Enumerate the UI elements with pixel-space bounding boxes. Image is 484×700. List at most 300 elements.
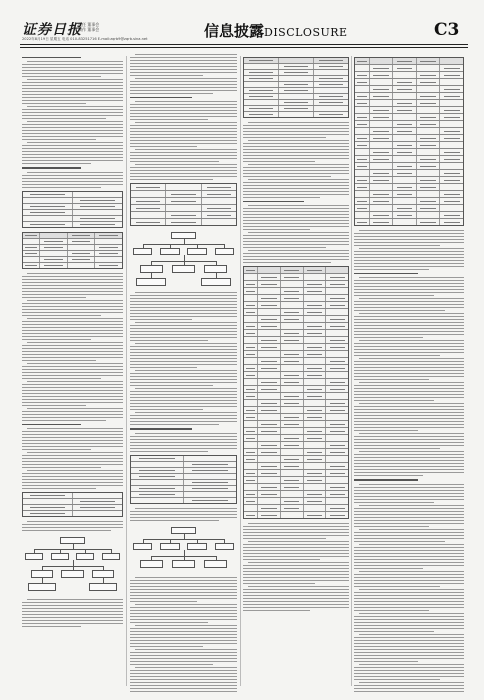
cell-text [284, 102, 308, 103]
table-row [244, 428, 348, 435]
table-cell [417, 191, 441, 197]
text-line [22, 387, 123, 388]
table-cell [184, 474, 236, 479]
text-line [27, 300, 123, 301]
table-row [244, 421, 348, 428]
text-line [248, 586, 349, 587]
text-line [130, 385, 213, 386]
text-line [359, 613, 464, 614]
table-cell [326, 400, 348, 406]
cell-text [330, 452, 345, 453]
table-cell [281, 505, 304, 511]
text-line [22, 345, 123, 346]
text-line [130, 107, 237, 108]
text-line [130, 334, 237, 335]
text-line [354, 239, 464, 240]
text-line [130, 445, 237, 446]
text-line [130, 415, 237, 416]
org-chart-box [204, 265, 228, 273]
section-heading [130, 97, 192, 98]
text-line [354, 514, 464, 515]
table-cell [370, 100, 394, 106]
text-line [22, 124, 123, 125]
text-line [354, 661, 418, 662]
table-cell [279, 112, 314, 117]
text-line [243, 211, 349, 212]
table-cell [166, 219, 201, 225]
text-line [22, 527, 123, 528]
table-cell [417, 205, 441, 211]
cell-text [420, 82, 436, 83]
table-cell [440, 100, 463, 106]
text-line [130, 128, 237, 129]
table-cell [244, 316, 258, 322]
table-cell [281, 414, 304, 420]
text-line [354, 361, 464, 362]
text-line [22, 312, 123, 313]
table-cell [393, 198, 417, 204]
cell-text [307, 494, 322, 495]
text-line [354, 304, 464, 305]
cell-text [249, 114, 273, 115]
text-line [354, 568, 423, 569]
text-line [354, 442, 464, 443]
text-line [248, 232, 349, 233]
text-line [354, 352, 464, 353]
text-line [354, 307, 464, 308]
table-row [355, 191, 463, 198]
table-cell [393, 191, 417, 197]
newspaper-logo: 证券日报 [22, 22, 82, 38]
text-line [130, 316, 237, 317]
text-line [130, 595, 237, 596]
cell-text [330, 473, 345, 474]
table-cell [304, 428, 327, 434]
text-line [354, 385, 464, 386]
text-line [243, 535, 349, 536]
cell-text [330, 277, 345, 278]
text-line [130, 307, 237, 308]
table-cell [95, 263, 122, 268]
table-row [355, 79, 463, 86]
text-paragraph [354, 230, 464, 246]
cell-text [261, 319, 276, 320]
table-cell [417, 114, 441, 120]
cell-text [373, 68, 389, 69]
table-cell [326, 309, 348, 315]
text-line [354, 517, 464, 518]
table-row [244, 372, 348, 379]
text-paragraph [22, 428, 123, 450]
text-line [354, 242, 464, 243]
text-line [243, 188, 349, 189]
text-line [130, 442, 237, 443]
cell-text [330, 347, 345, 348]
org-chart-box [76, 553, 94, 560]
text-line [130, 158, 237, 159]
cell-text [397, 145, 413, 146]
table-cell [393, 177, 417, 183]
text-line [130, 72, 237, 73]
table-cell [440, 156, 463, 162]
table-cell [393, 135, 417, 141]
table-cell [326, 365, 348, 371]
table-cell [258, 463, 281, 469]
table-row [244, 267, 348, 274]
table-cell [393, 184, 417, 190]
text-line [354, 688, 464, 689]
table-cell [326, 463, 348, 469]
org-chart-box [201, 278, 231, 286]
table-cell [244, 491, 258, 497]
org-chart-box [140, 560, 164, 568]
table-cell [68, 263, 96, 268]
text-line [248, 140, 349, 141]
masthead-rule-thin [20, 47, 468, 48]
cell-text [397, 131, 413, 132]
text-line [354, 676, 464, 677]
table-cell [244, 295, 258, 301]
table-cell [244, 498, 258, 504]
table-cell [417, 135, 441, 141]
text-paragraph [354, 664, 464, 680]
text-line [130, 179, 213, 180]
table-row [244, 309, 348, 316]
text-line [130, 589, 237, 590]
text-line [354, 364, 464, 365]
text-line [359, 451, 464, 452]
cell-text [30, 495, 64, 496]
text-line [359, 505, 464, 506]
cell-text [420, 222, 436, 223]
text-line [22, 187, 101, 188]
text-line [354, 469, 464, 470]
text-line [22, 309, 123, 310]
table-cell [131, 456, 184, 461]
table-cell [281, 302, 304, 308]
cell-text [284, 354, 299, 355]
table-cell [326, 323, 348, 329]
table-row [355, 72, 463, 79]
table-cell [370, 121, 394, 127]
org-chart-box [102, 553, 120, 560]
table-row [244, 456, 348, 463]
cell-text [307, 375, 322, 376]
text-line [243, 125, 349, 126]
text-line [130, 325, 237, 326]
text-line [130, 313, 237, 314]
text-paragraph [354, 505, 464, 527]
cell-text [307, 270, 322, 271]
text-line [22, 160, 123, 161]
text-line [130, 63, 237, 64]
section-title-en: DISCLOSURE [264, 26, 348, 39]
table-cell [244, 435, 258, 441]
table-cell [131, 198, 166, 204]
text-line [22, 458, 123, 459]
cell-text [307, 480, 322, 481]
text-line [27, 408, 123, 409]
cell-text [284, 270, 299, 271]
text-line [22, 297, 86, 298]
text-line [243, 244, 349, 245]
text-line [243, 161, 315, 162]
text-line [22, 151, 123, 152]
text-line [22, 420, 106, 421]
text-line [354, 391, 464, 392]
cell-text [207, 187, 231, 188]
section-title-cn: 信息披露 [204, 22, 265, 40]
text-line [22, 285, 123, 286]
text-line [22, 315, 101, 316]
cell-text [261, 452, 276, 453]
cell-text [357, 180, 367, 181]
cell-text [284, 66, 308, 67]
org-chart-box [133, 248, 152, 255]
cell-text [373, 117, 389, 118]
text-line [135, 122, 237, 123]
cell-text [72, 259, 91, 260]
cell-text [307, 354, 322, 355]
cell-text [373, 159, 389, 160]
table-row [131, 498, 236, 503]
text-line [22, 115, 123, 116]
table-cell [326, 498, 348, 504]
table-cell [68, 245, 96, 250]
text-paragraph [130, 343, 237, 368]
text-line [22, 366, 123, 367]
text-line [354, 541, 445, 542]
table-cell [370, 135, 394, 141]
text-line [22, 467, 101, 468]
text-line [354, 466, 464, 467]
cell-text [261, 487, 276, 488]
text-line [354, 583, 464, 584]
org-chart-box [215, 248, 234, 255]
table-row [355, 93, 463, 100]
cell-text [307, 473, 322, 474]
text-line [354, 610, 429, 611]
text-line [359, 298, 464, 299]
cell-text [319, 60, 343, 61]
text-line [354, 550, 464, 551]
table-cell [258, 407, 281, 413]
table-cell [304, 414, 327, 420]
text-line [243, 149, 349, 150]
text-line [354, 496, 464, 497]
table-cell [370, 107, 394, 113]
cell-text [261, 389, 276, 390]
text-line [27, 121, 123, 122]
table-row [244, 274, 348, 281]
table-cell [355, 170, 370, 176]
table-cell [23, 222, 73, 227]
text-paragraph [243, 205, 349, 230]
text-line [243, 217, 349, 218]
table-row [355, 58, 463, 65]
table-cell [314, 82, 348, 87]
table-cell [314, 64, 348, 69]
org-chart-box [140, 265, 164, 273]
text-line [130, 652, 237, 653]
text-line [248, 179, 349, 180]
table-cell [258, 365, 281, 371]
table-cell [304, 372, 327, 378]
text-line [130, 346, 237, 347]
cell-text [330, 431, 345, 432]
text-line [27, 381, 123, 382]
text-paragraph [22, 142, 123, 164]
cell-text [284, 340, 299, 341]
table-cell [326, 477, 348, 483]
cell-text [420, 180, 436, 181]
text-line [135, 412, 237, 413]
table-row [355, 163, 463, 170]
table-cell [131, 205, 166, 211]
text-line [354, 580, 464, 581]
text-line [243, 559, 320, 560]
cell-text [284, 417, 299, 418]
org-chart-box [160, 543, 179, 550]
table-cell [258, 386, 281, 392]
cell-text [330, 466, 345, 467]
cell-text [284, 382, 299, 383]
text-line [354, 619, 464, 620]
text-line [27, 106, 123, 107]
text-line [354, 421, 464, 422]
table-cell [281, 274, 304, 280]
text-line [354, 337, 423, 338]
table-cell [355, 65, 370, 71]
table-cell [73, 499, 122, 504]
cell-text [373, 180, 389, 181]
table-cell [393, 65, 417, 71]
text-paragraph [130, 412, 237, 425]
table-cell [355, 135, 370, 141]
table-row [355, 114, 463, 121]
text-line [22, 288, 123, 289]
cell-text [80, 224, 114, 225]
text-line [243, 143, 349, 144]
text-line [22, 488, 96, 489]
table-row [355, 205, 463, 212]
cell-text [261, 403, 276, 404]
cell-text [139, 470, 175, 471]
text-line [354, 637, 464, 638]
cell-text [207, 215, 231, 216]
cell-text [357, 75, 367, 76]
table-cell [393, 170, 417, 176]
table-cell [68, 233, 96, 238]
section-title [204, 20, 348, 41]
text-line [354, 640, 464, 641]
table-cell [244, 267, 258, 273]
table-cell [440, 198, 463, 204]
org-chart-box [160, 248, 179, 255]
table-cell [281, 449, 304, 455]
column-2 [130, 54, 237, 692]
text-line [135, 149, 237, 150]
table-cell [304, 288, 327, 294]
cell-text [246, 284, 255, 285]
text-line [130, 119, 208, 120]
text-line [22, 306, 123, 307]
table-cell [440, 184, 463, 190]
table-cell [258, 435, 281, 441]
text-line [22, 417, 123, 418]
text-line [130, 110, 237, 111]
table-cell [281, 421, 304, 427]
text-line [359, 544, 464, 545]
text-paragraph [130, 149, 237, 162]
text-line [359, 277, 464, 278]
text-line [22, 390, 123, 391]
text-line [22, 617, 123, 618]
text-paragraph [354, 589, 464, 611]
text-line [130, 622, 208, 623]
cell-text [330, 326, 345, 327]
table-cell [258, 484, 281, 490]
table-cell [440, 86, 463, 92]
text-line [27, 521, 123, 522]
table-cell [370, 191, 394, 197]
cell-text [284, 438, 299, 439]
text-line [354, 574, 464, 575]
table-row [131, 191, 236, 198]
text-line [243, 167, 349, 168]
table-row [244, 484, 348, 491]
cell-text [330, 515, 345, 516]
table-row [244, 288, 348, 295]
cell-text [284, 480, 299, 481]
table-cell [417, 93, 441, 99]
text-line [243, 137, 326, 138]
table-cell [131, 474, 184, 479]
cell-text [397, 68, 413, 69]
cell-text [261, 382, 276, 383]
table-cell [281, 309, 304, 315]
text-paragraph [354, 571, 464, 587]
text-line [243, 173, 349, 174]
cell-text [25, 265, 36, 266]
cell-text [284, 319, 299, 320]
cell-text [139, 458, 175, 459]
cell-text [373, 96, 389, 97]
cell-text [420, 145, 436, 146]
text-line [135, 625, 237, 626]
text-line [359, 230, 464, 231]
text-line [22, 399, 123, 400]
text-line [354, 388, 464, 389]
table-row [131, 198, 236, 205]
cell-text [397, 208, 413, 209]
table-cell [355, 72, 370, 78]
table-cell [326, 358, 348, 364]
text-paragraph [130, 54, 237, 76]
table-cell [258, 288, 281, 294]
cell-text [44, 247, 63, 248]
table-cell [40, 233, 68, 238]
cell-text [330, 494, 345, 495]
text-line [22, 178, 123, 179]
text-line [354, 673, 464, 674]
table-cell [184, 462, 236, 467]
table-row [23, 263, 122, 268]
org-chart-connector [216, 273, 217, 278]
table-cell [279, 58, 314, 63]
table-cell [440, 135, 463, 141]
table-cell [244, 477, 258, 483]
